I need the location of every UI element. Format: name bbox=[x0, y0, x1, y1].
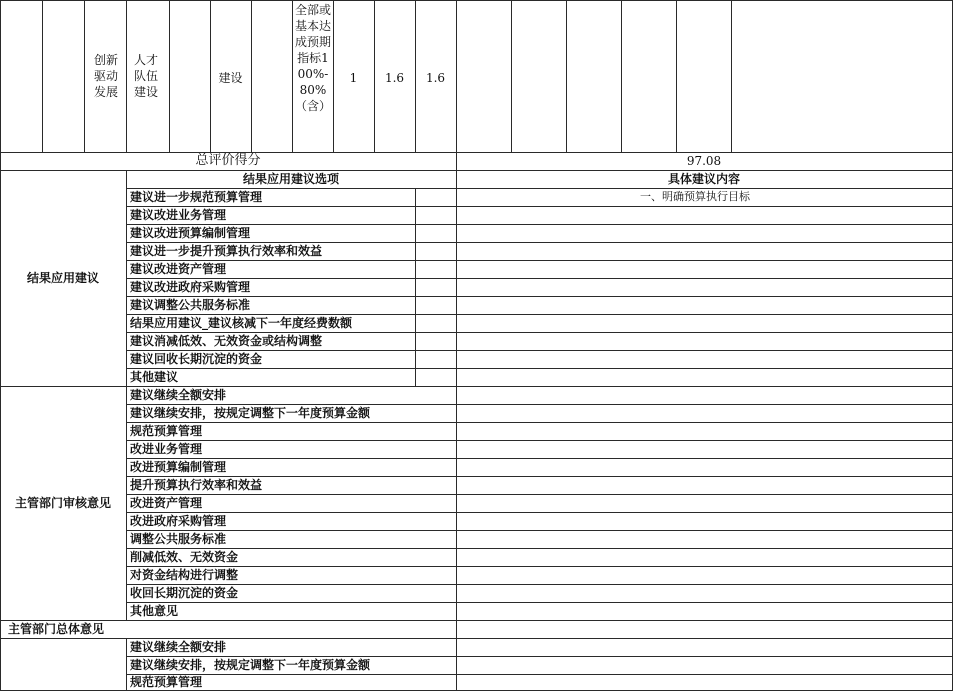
grid-line bbox=[126, 512, 953, 513]
grid-line bbox=[0, 620, 953, 621]
grid-line bbox=[676, 0, 677, 152]
grid-line bbox=[126, 170, 127, 621]
review-option: 收回长期沉淀的资金 bbox=[130, 586, 239, 600]
review-option: 改进业务管理 bbox=[130, 442, 203, 456]
suggestion-option: 建议进一步规范预算管理 bbox=[130, 190, 263, 204]
grid-line bbox=[511, 0, 512, 152]
dept-review-title: 主管部门审核意见 bbox=[14, 496, 111, 510]
grid-line bbox=[126, 0, 127, 152]
suggestion-option: 建议改进资产管理 bbox=[130, 262, 227, 276]
total-score-value: 97.08 bbox=[686, 154, 722, 168]
review-option: 削减低效、无效资金 bbox=[130, 550, 239, 564]
grid-line bbox=[0, 0, 953, 1]
grid-line bbox=[292, 0, 293, 152]
review-option: 改进资产管理 bbox=[130, 496, 203, 510]
suggestion-option: 结果应用建议_建议核减下一年度经费数额 bbox=[130, 316, 353, 330]
suggestion-option: 建议进一步提升预算执行效率和效益 bbox=[130, 244, 323, 258]
grid-line bbox=[126, 674, 953, 675]
grid-line bbox=[126, 566, 953, 567]
results-suggestion-title: 结果应用建议 bbox=[26, 271, 99, 285]
grid-line bbox=[84, 0, 85, 152]
suggestion-option: 建议改进业务管理 bbox=[130, 208, 227, 222]
review-option: 改进预算编制管理 bbox=[130, 460, 227, 474]
grid-line bbox=[456, 0, 457, 152]
grid-line bbox=[126, 206, 953, 207]
grid-line bbox=[126, 224, 953, 225]
category-cell: 创新驱动发展 bbox=[93, 53, 118, 99]
review-option: 建议继续安排，按规定调整下一年度预算金额 bbox=[130, 406, 371, 420]
grid-line bbox=[126, 296, 953, 297]
actual-score-cell: 1.6 bbox=[425, 71, 446, 85]
suggestion-option: 建议消减低效、无效资金或结构调整 bbox=[130, 334, 323, 348]
grid-line bbox=[126, 638, 127, 691]
suggestion-option: 建议改进政府采购管理 bbox=[130, 280, 251, 294]
grid-line bbox=[126, 494, 953, 495]
content-header: 具体建议内容 bbox=[667, 172, 740, 186]
grid-line bbox=[415, 188, 416, 386]
options-header: 结果应用建议选项 bbox=[242, 172, 339, 186]
grid-line bbox=[42, 0, 43, 152]
grid-line bbox=[566, 0, 567, 152]
review-option: 规范预算管理 bbox=[130, 424, 203, 438]
indicator-cell: 建设 bbox=[218, 71, 243, 85]
final-option: 建议继续全额安排 bbox=[130, 640, 227, 654]
final-option: 建议继续安排，按规定调整下一年度预算金额 bbox=[130, 658, 371, 672]
suggestion-option: 其他建议 bbox=[130, 370, 179, 384]
grid-line bbox=[251, 0, 252, 152]
grid-line bbox=[621, 0, 622, 152]
suggestion-option: 建议调整公共服务标准 bbox=[130, 298, 251, 312]
grid-line bbox=[126, 530, 953, 531]
grid-line bbox=[126, 260, 953, 261]
grid-line bbox=[126, 602, 953, 603]
final-option: 规范预算管理 bbox=[130, 675, 203, 689]
grid-line bbox=[126, 278, 953, 279]
dept-overall-title: 主管部门总体意见 bbox=[8, 622, 105, 636]
grid-line bbox=[126, 548, 953, 549]
sub-category-cell: 人才队伍建设 bbox=[134, 53, 159, 99]
grid-line bbox=[169, 0, 170, 152]
review-option: 其他意见 bbox=[130, 604, 179, 618]
grid-line bbox=[126, 422, 953, 423]
grid-line bbox=[126, 368, 953, 369]
review-option: 调整公共服务标准 bbox=[130, 532, 227, 546]
grid-line bbox=[731, 0, 732, 152]
grid-line bbox=[952, 0, 953, 691]
review-option: 提升预算执行效率和效益 bbox=[130, 478, 263, 492]
total-score-label: 总评价得分 bbox=[195, 153, 261, 168]
review-option: 改进政府采购管理 bbox=[130, 514, 227, 528]
suggestion-option: 建议回收长期沉淀的资金 bbox=[130, 352, 263, 366]
standard-cell: 全部或基本达成预期指标100%-80%（含） bbox=[295, 3, 332, 113]
grid-line bbox=[0, 0, 1, 691]
suggestion-option: 建议改进预算编制管理 bbox=[130, 226, 251, 240]
review-option: 对资金结构进行调整 bbox=[130, 568, 239, 582]
grid-line bbox=[126, 458, 953, 459]
suggestion-content: 一、明确预算执行目标 bbox=[640, 190, 750, 203]
weight-cell: 1 bbox=[349, 71, 358, 85]
full-score-cell: 1.6 bbox=[384, 71, 405, 85]
grid-line bbox=[126, 440, 953, 441]
grid-line bbox=[126, 584, 953, 585]
review-option: 建议继续全额安排 bbox=[130, 388, 227, 402]
